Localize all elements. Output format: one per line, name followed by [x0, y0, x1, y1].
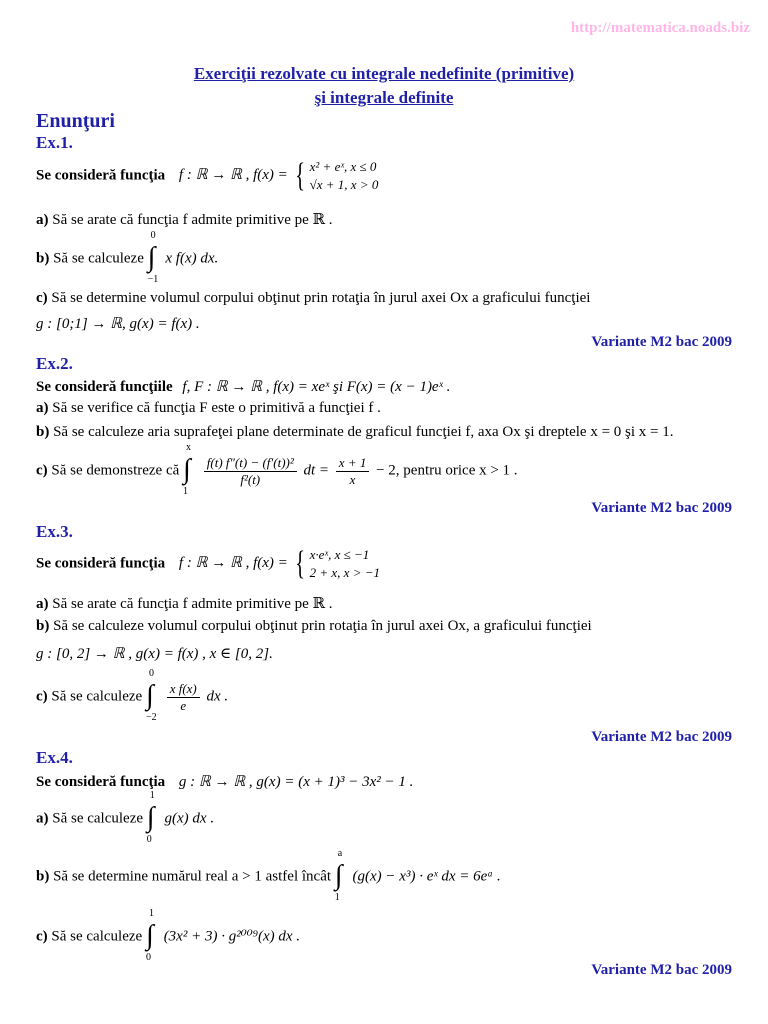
fraction: $\frac{\text{f(t) f″(t) − (f′(t))²}}{\text{f²(t)}}$	[204, 455, 297, 488]
expression-end: − 2, pentru orice x > 1 .	[376, 462, 518, 479]
statement-intro: Se consideră funcţia	[36, 167, 166, 184]
fraction: $\frac{\text{x f(x)}}{e}$	[167, 681, 200, 714]
exercise-2-label: Ex.2.	[36, 354, 73, 373]
differential: dt =	[303, 462, 330, 479]
part-text: Să se verifice că funcţia F este o primitivă a funcţiei f .	[52, 400, 381, 416]
statement-intro: Se consideră funcţia	[36, 774, 166, 790]
function-definition: f, F : ℝ → ℝ , f(x) = xeˣ şi F(x) = (x − 1)eˣ .	[182, 379, 451, 395]
part-text: Să se calculeze	[51, 928, 143, 945]
exercise-4-part-c	[36, 908, 300, 963]
part-text: Să se calculeze	[53, 250, 144, 267]
integrand: x f(x) dx.	[165, 250, 219, 267]
page-title-line2: şi integrale definite	[314, 88, 454, 107]
statement-intro: Se consideră funcţia	[36, 555, 166, 572]
part-text: Să se calculeze	[51, 688, 143, 705]
integrand: (g(x) − x³) · eˣ dx = 6eᵃ .	[352, 868, 501, 885]
source-note: Variante M2 bac 2009	[591, 334, 732, 350]
brace-symbol: {	[294, 545, 305, 582]
integral-sign: 1 ∫ 0	[145, 908, 154, 963]
exercise-2-part-b	[36, 424, 674, 441]
part-text: Să se determine numărul real a > 1 astfel încât	[53, 868, 332, 885]
exercise-1-part-c	[36, 290, 590, 307]
exercise-1-part-a	[36, 210, 333, 229]
integral-sign: 0 ∫ −1	[147, 230, 159, 285]
part-label: b)	[36, 250, 50, 267]
source-note: Variante M2 bac 2009	[591, 962, 732, 978]
part-label: c)	[36, 290, 48, 306]
exercise-3-part-b-cont: g : [0, 2] → ℝ , g(x) = f(x) , x ∈ [0, 2].	[36, 646, 273, 662]
integral-sign: 0 ∫ −2	[145, 668, 157, 723]
exercise-3-part-b	[36, 618, 592, 635]
part-label: a)	[36, 400, 49, 416]
exercise-2-statement	[36, 377, 450, 396]
exercise-3-label: Ex.3.	[36, 522, 73, 541]
part-label: a)	[36, 596, 49, 612]
brace-symbol: {	[294, 157, 305, 194]
part-label: c)	[36, 462, 48, 479]
part-text: Să se calculeze volumul corpului obţinut prin rotaţia în jurul axei Ox, a graficului funcţiei	[53, 618, 592, 634]
source-note: Variante M2 bac 2009	[591, 500, 732, 516]
part-label: b)	[36, 868, 50, 885]
case-2: √x + 1, x > 0	[309, 177, 379, 192]
exercise-3-statement	[36, 546, 380, 582]
differential: dx .	[206, 688, 229, 705]
exercise-1-statement	[36, 158, 378, 194]
part-label: b)	[36, 618, 50, 634]
exercise-4-part-b	[36, 848, 501, 903]
piecewise-cases	[310, 546, 380, 582]
function-definition: g : ℝ → ℝ , g(x) = (x + 1)³ − 3x² − 1 .	[178, 774, 414, 790]
integrand: (3x² + 3) · g²⁰⁰⁹(x) dx .	[163, 928, 300, 945]
integral-sign: x ∫ 1	[183, 442, 192, 497]
piecewise-cases	[310, 158, 379, 194]
part-text: Să se demonstreze că	[51, 462, 180, 479]
integral-sign: 1 ∫ 0	[146, 790, 155, 845]
exercise-4-statement	[36, 772, 413, 791]
exercise-1-part-b	[36, 230, 219, 285]
page-title-line1: Exerciţii rezolvate cu integrale nedefinite (primitive)	[193, 64, 575, 83]
fraction: $\frac{x + 1}{x}$	[336, 455, 370, 488]
part-text: Să se determine volumul corpului obţinut prin rotaţia în jurul axei Ox a graficului funcţiei	[51, 290, 591, 306]
function-definition: f : ℝ → ℝ , f(x) =	[178, 167, 288, 184]
part-text: Să se arate că funcţia f admite primitive pe ℝ .	[52, 596, 333, 612]
exercise-4-label: Ex.4.	[36, 748, 73, 767]
part-text: Să se calculeze aria suprafeţei plane determinate de graficul funcţiei f, axa Ox şi dreptele x = 0 şi x = 1.	[53, 424, 674, 440]
part-label: c)	[36, 688, 48, 705]
integrand: g(x) dx .	[164, 810, 215, 827]
statement-intro: Se consideră funcţiile	[36, 379, 173, 395]
exercise-4-part-a	[36, 790, 215, 845]
exercise-2-part-a	[36, 400, 381, 417]
part-text: Să se calculeze	[52, 810, 144, 827]
case-1: x·eˣ, x ≤ −1	[309, 547, 370, 562]
exercise-3-part-a	[36, 594, 333, 613]
part-text: Să se arate că funcţia f admite primitive pe ℝ .	[52, 212, 333, 228]
part-label: a)	[36, 810, 49, 827]
source-note: Variante M2 bac 2009	[591, 729, 732, 745]
part-label: c)	[36, 928, 48, 945]
part-label: b)	[36, 424, 50, 440]
exercise-1-label: Ex.1.	[36, 133, 73, 152]
exercise-1-part-c-cont: g : [0;1] → ℝ, g(x) = f(x) .	[36, 316, 200, 332]
part-label: a)	[36, 212, 49, 228]
integral-sign: a ∫ 1	[334, 848, 343, 903]
source-url[interactable]: http://matematica.noads.biz	[570, 20, 750, 36]
function-definition: f : ℝ → ℝ , f(x) =	[178, 555, 288, 572]
case-2: 2 + x, x > −1	[309, 565, 380, 580]
exercise-3-part-c	[36, 668, 229, 723]
section-heading: Enunţuri	[36, 110, 115, 132]
exercise-2-part-c	[36, 442, 518, 497]
case-1: x² + eˣ, x ≤ 0	[309, 159, 377, 174]
